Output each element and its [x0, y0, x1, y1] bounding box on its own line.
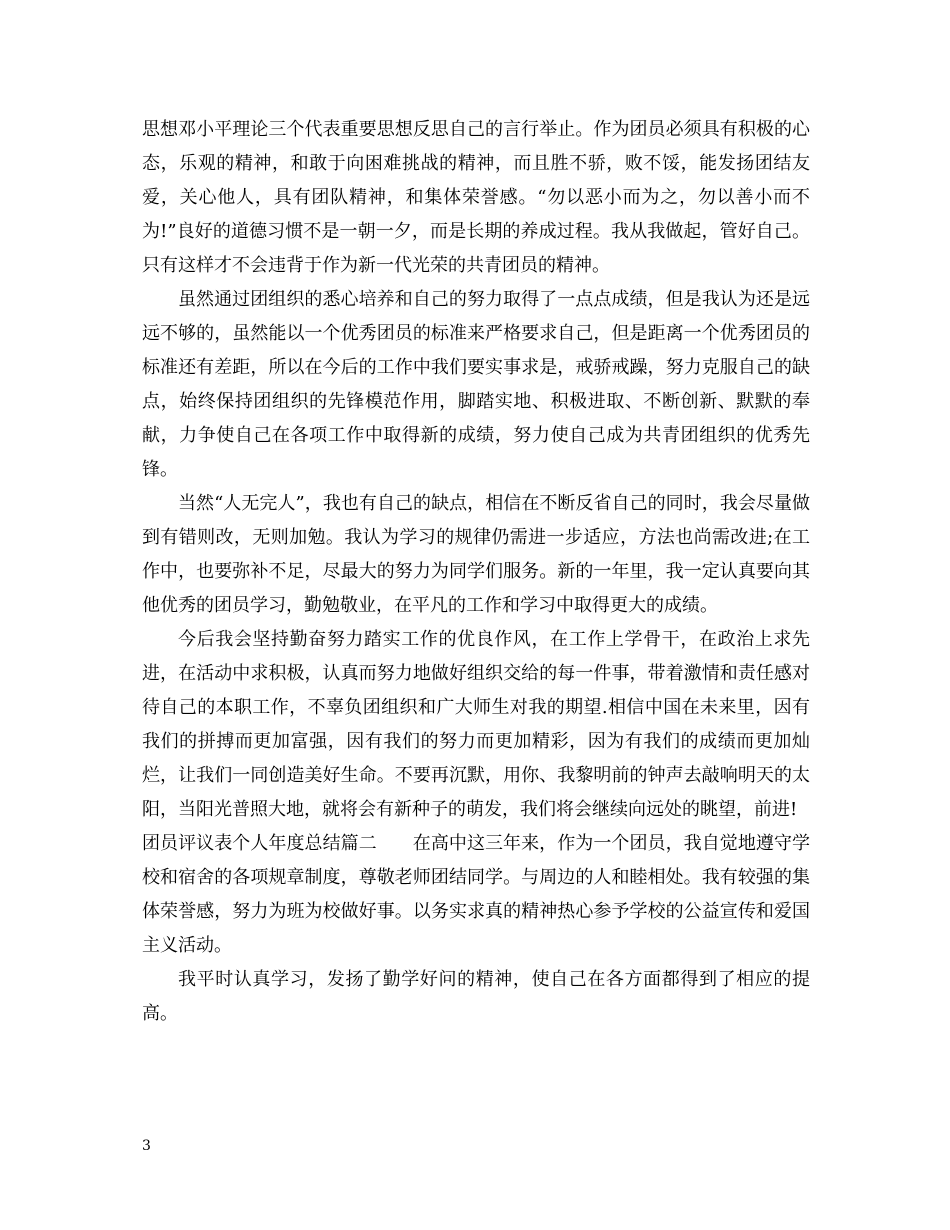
- paragraph-1: 思想邓小平理论三个代表重要思想反思自己的言行举止。作为团员必须具有积极的心态，乐观的精神，和敢于向困难挑战的精神，而且胜不骄，败不馁，能发扬团结友爱，关心他人，具有团队精神，和集体荣誉感。“勿以恶小而为之，勿以善小而不为!”良好的道德习惯不是一朝一夕，而是长期的养成过程。我从我做起，管好自己。只有这样才不会违背于作为新一代光荣的共青团员的精神。: [142, 119, 810, 276]
- section-heading: 团员评议表个人年度总结篇二: [142, 833, 377, 854]
- document-body: [142, 113, 810, 1031]
- paragraph-4: 今后我会坚持勤奋努力踏实工作的优良作风，在工作上学骨干，在政治上求先进，在活动中求积极，认真而努力地做好组织交给的每一件事，带着激情和责任感对待自己的本职工作，不辜负团组织和广大师生对我的期望.相信中国在未来里，因有我们的拼搏而更加富强，因有我们的努力而更加精彩，因为有我们的成绩而更加灿烂，让我们一同创造美好生命。不要再沉默，用你、我黎明前的钟声去敲响明天的太阳，当阳光普照大地，就将会有新种子的萌发，我们将会继续向远处的眺望，前进!: [142, 629, 810, 820]
- paragraph-3: 当然“人无完人”，我也有自己的缺点，相信在不断反省自己的同时，我会尽量做到有错则改，无则加勉。我认为学习的规律仍需进一步适应，方法也尚需改进;在工作中，也要弥补不足，尽最大的努力为同学们服务。新的一年里，我一定认真要向其他优秀的团员学习，勤勉敬业，在平凡的工作和学习中取得更大的成绩。: [142, 493, 810, 616]
- paragraph-2: 虽然通过团组织的悉心培养和自己的努力取得了一点点成绩，但是我认为还是远远不够的，虽然能以一个优秀团员的标准来严格要求自己，但是距离一个优秀团员的标准还有差距，所以在今后的工作中我们要实事求是，戒骄戒躁，努力克服自己的缺点，始终保持团组织的先锋模范作用，脚踏实地、积极进取、不断创新、默默的奉献，力争使自己在各项工作中取得新的成绩，努力使自己成为共青团组织的优秀先锋。: [142, 289, 810, 480]
- paragraph-5: [142, 827, 810, 963]
- paragraph-6: 我平时认真学习，发扬了勤学好问的精神，使自己在各方面都得到了相应的提高。: [142, 969, 810, 1024]
- paragraph-5-text: 在高中这三年来，作为一个团员，我自觉地遵守学校和宿舍的各项规章制度，尊敬老师团结同学。与周边的人和睦相处。我有较强的集体荣誉感，努力为班为校做好事。以务实求真的精神热心参予学校的公益宣传和爱国主义活动。: [142, 833, 810, 956]
- page-number: 3: [142, 1138, 151, 1154]
